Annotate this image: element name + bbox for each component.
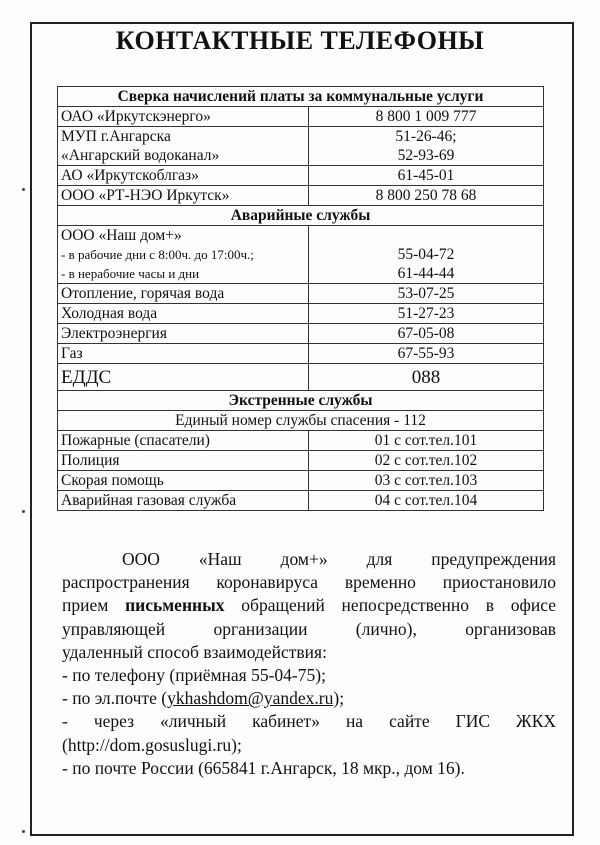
contact-name: ООО «РТ-НЭО Иркутск» <box>58 186 309 206</box>
table-row <box>58 344 544 364</box>
notice-paragraph <box>62 548 556 780</box>
contact-phone: 8 800 250 78 68 <box>309 186 544 206</box>
gis-url[interactable]: (http://dom.gosuslugi.ru); <box>62 734 242 755</box>
table-row <box>58 284 544 304</box>
contact-phone: 02 с сот.тел.102 <box>309 451 544 471</box>
table-row <box>58 471 544 491</box>
table-row <box>58 226 544 284</box>
table-row <box>58 324 544 344</box>
scan-dot <box>22 188 25 191</box>
contact-phone: 01 с сот.тел.101 <box>309 431 544 451</box>
rescue-number: Единый номер службы спасения - 112 <box>58 411 544 431</box>
contact-phone: 67-05-08 <box>309 324 544 344</box>
table-row <box>58 451 544 471</box>
contact-phone: 51-26-46; <box>395 128 457 145</box>
contact-phone: 04 с сот.тел.104 <box>309 491 544 511</box>
notice-line: удаленный способ взаимодействия: <box>62 641 327 662</box>
contact-phone: 55-04-72 <box>397 246 455 263</box>
contact-phone: 61-45-01 <box>309 166 544 186</box>
contact-name: Полиция <box>58 451 309 471</box>
table-row <box>58 431 544 451</box>
email-link[interactable]: ykhashdom@yandex.ru <box>167 688 334 709</box>
contact-name: ООО «Наш дом+» <box>61 227 182 244</box>
contact-name: АО «Иркутскоблгаз» <box>58 166 309 186</box>
table-row <box>58 186 544 206</box>
emphasis-text: письменных <box>125 595 225 616</box>
contact-phone: 8 800 1 009 777 <box>309 107 544 127</box>
contact-name: МУП г.Ангарска <box>61 128 171 145</box>
table-row <box>58 364 544 391</box>
contact-phone: 088 <box>309 364 544 391</box>
contact-name: Холодная вода <box>58 304 309 324</box>
contact-email-line: - по эл.почте (ykhashdom@yandex.ru); <box>62 688 345 709</box>
contact-name: Пожарные (спасатели) <box>58 431 309 451</box>
emergency-header: Аварийные службы <box>58 206 544 226</box>
notice-line: ООО «Наш дом+» для предупреждения <box>122 549 556 569</box>
contact-phone: 51-27-23 <box>309 304 544 324</box>
contact-name: Скорая помощь <box>58 471 309 491</box>
contacts-table <box>57 86 544 511</box>
table-row <box>58 127 544 166</box>
contact-name: Аварийная газовая служба <box>58 491 309 511</box>
contact-phone: 03 с сот.тел.103 <box>309 471 544 491</box>
table-row <box>58 166 544 186</box>
contact-name: Газ <box>58 344 309 364</box>
contact-phone: 53-07-25 <box>309 284 544 304</box>
contact-phone: 52-93-69 <box>397 147 455 164</box>
notice-line: прием письменных обращений непосредственно в офисе <box>62 595 556 616</box>
contact-phone-line: - по телефону (приёмная 55-04-75); <box>62 665 326 686</box>
extreme-header: Экстренные службы <box>58 391 544 411</box>
contact-name: «Ангарский водоканал» <box>61 147 220 164</box>
table-row <box>58 491 544 511</box>
contact-name: Отопление, горячая вода <box>58 284 309 304</box>
table-row <box>58 107 544 127</box>
scan-dot <box>22 510 25 513</box>
schedule-text: - в рабочие дни с 8:00ч. до 17:00ч.; <box>61 247 254 262</box>
notice-line: управляющей организации (лично), организовав <box>62 618 556 639</box>
contact-name: ЕДДС <box>58 364 309 391</box>
schedule-text: - в нерабочие часы и дни <box>61 266 200 281</box>
gis-line: - через «личный кабинет» на сайте ГИС ЖКХ <box>62 711 556 732</box>
contact-phone: 67-55-93 <box>309 344 544 364</box>
billing-header: Сверка начислений платы за коммунальные услуги <box>58 87 544 107</box>
page-title: КОНТАКТНЫЕ ТЕЛЕФОНЫ <box>115 26 485 55</box>
notice-line: распространения коронавируса временно приостановило <box>62 572 556 593</box>
contact-name: ОАО «Иркутскэнерго» <box>58 107 309 127</box>
post-line: - по почте России (665841 г.Ангарск, 18 мкр., дом 16). <box>62 757 465 778</box>
table-row <box>58 304 544 324</box>
contact-name: Электроэнергия <box>58 324 309 344</box>
scan-dot <box>22 830 25 833</box>
contact-phone: 61-44-44 <box>397 265 455 282</box>
